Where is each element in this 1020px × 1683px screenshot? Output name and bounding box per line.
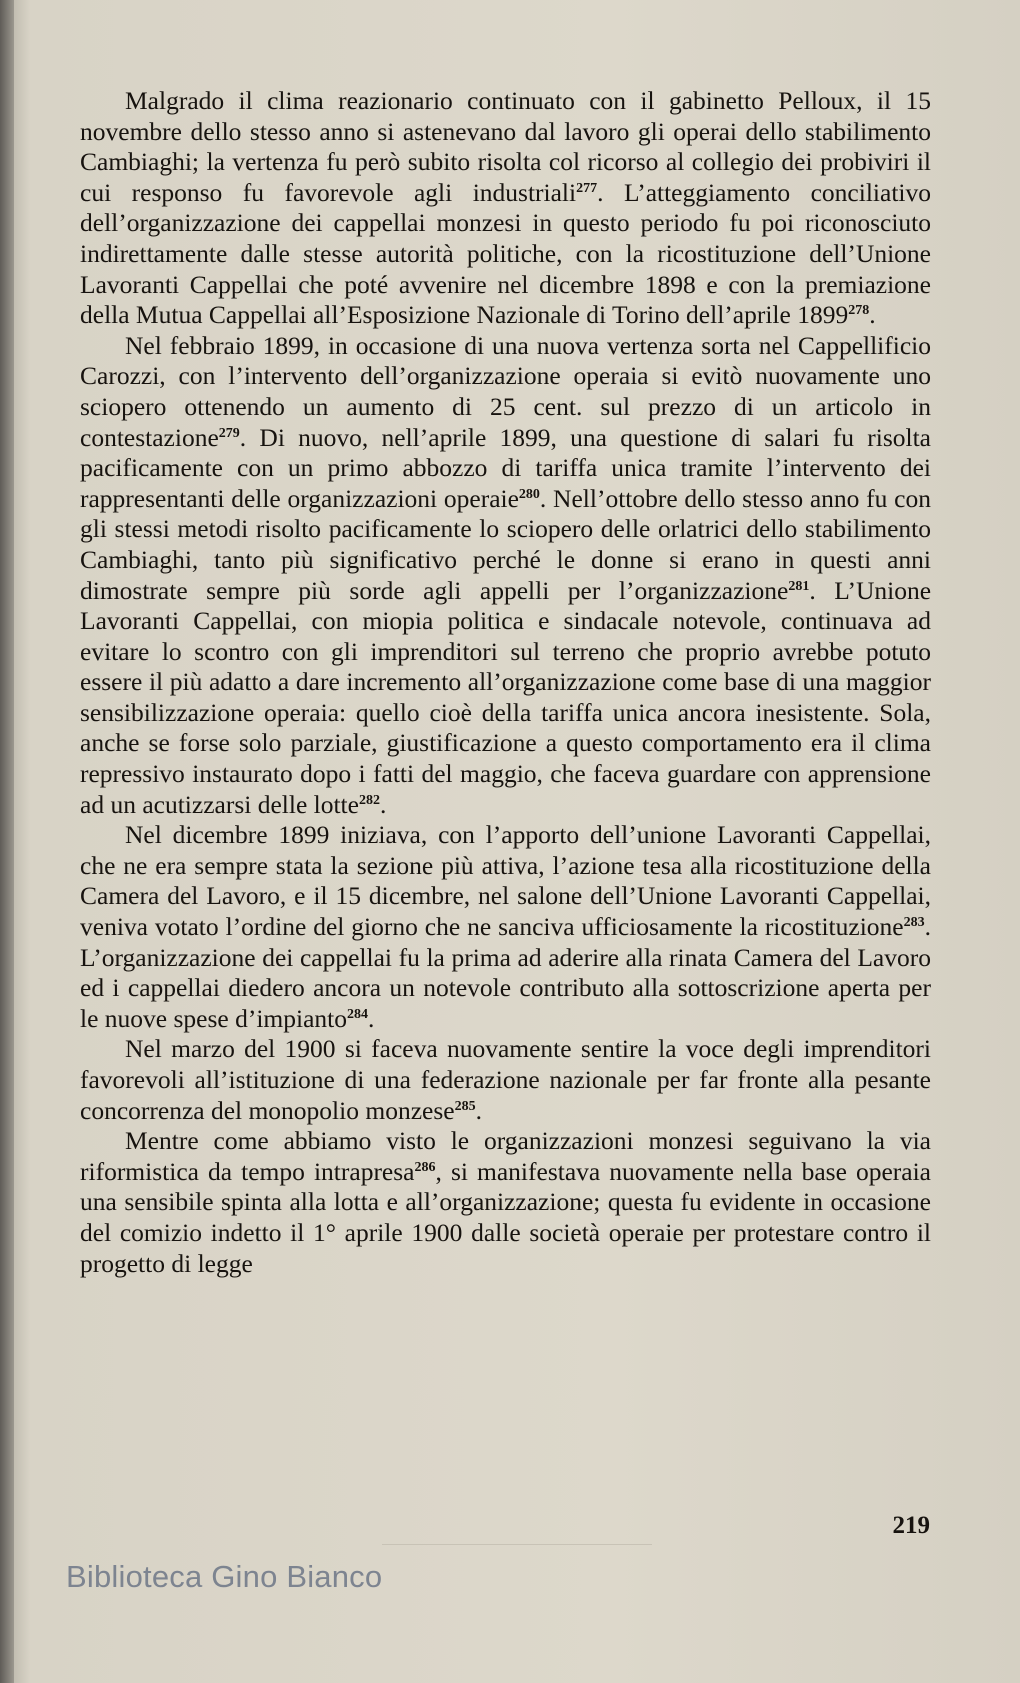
footnote-marker: 285 — [454, 1098, 476, 1114]
paragraph — [80, 86, 931, 331]
paragraph — [80, 820, 931, 1034]
footnote-marker: 281 — [788, 578, 810, 594]
text-run: . — [379, 789, 387, 819]
page-number: 219 — [892, 1512, 930, 1539]
text-run: . Di nuovo, nell’aprile 1899, una questione di salari fu risolta pacificamente con un primo abbozzo di tariffa unica tramite l’intervento dei rappresentanti delle organizzazioni operaie — [80, 422, 931, 513]
text-run: . L’atteggiamento conciliativo dell’organizzazione dei cappellai monzesi in questo periodo fu poi riconosciuto indirettamente dalle stesse autorità politiche, con la ricostituzione dell’Unione Lavoranti Cappellai che poté avvenire nel dicembre 1898 e con la premiazione della Mutua Cappellai all’Esposizione Nazionale di Torino dell’aprile 1899 — [80, 177, 931, 330]
text-run: Mentre come abbiamo visto le organizzazioni monzesi seguivano la via riformistica da tempo intrapresa — [80, 1126, 931, 1186]
footnote-marker: 280 — [518, 486, 540, 502]
body-text — [80, 86, 931, 1279]
footnote-marker: 284 — [346, 1006, 368, 1022]
footnote-marker: 286 — [414, 1159, 436, 1175]
footnote-marker: 283 — [903, 915, 925, 931]
footer-rule — [382, 1544, 652, 1545]
footnote-marker: 277 — [576, 180, 598, 196]
text-run: , si manifestava nuovamente nella base operaia una sensibile spinta alla lotta e all’organizzazione; questa fu evidente in occasione del comizio indetto il 1° aprile 1900 dalle società operaie per protestare contro il progetto di legge — [80, 1156, 931, 1278]
paragraph — [80, 331, 931, 821]
text-run: Malgrado il clima reazionario continuato con il gabinetto Pelloux, il 15 novembre dello stesso anno si astenevano dal lavoro gli operai dello stabilimento Cambiaghi; la vertenza fu però subito risolta col ricorso al collegio dei probiviri il cui responso fu favorevole agli industriali — [80, 86, 931, 207]
footnote-marker: 278 — [848, 303, 870, 319]
text-run: . — [367, 1003, 375, 1033]
footnote-marker: 279 — [218, 425, 240, 441]
paragraph — [80, 1126, 931, 1279]
text-run: . L’organizzazione dei cappellai fu la prima ad aderire alla rinata Camera del Lavoro ed i cappellai diedero ancora un notevole contributo alla sottoscrizione aperta per le nuove spese d’impianto — [80, 912, 931, 1033]
text-run: Nel dicembre 1899 iniziava, con l’apporto dell’unione Lavoranti Cappellai, che ne era sempre stata la sezione più attiva, l’azione tesa alla ricostituzione della Camera del Lavoro, e il 15 dicembre, nel salone dell’Unione Lavoranti Cappellai, veniva votato l’ordine del giorno che ne sanciva ufficiosamente la ricostituzione — [80, 820, 931, 942]
footnote-marker: 282 — [358, 792, 380, 808]
text-run: . L’Unione Lavoranti Cappellai, con miopia politica e sindacale notevole, continuava ad evitare lo scontro con gli imprenditori sul terreno che proprio avrebbe potuto essere il più adatto a dare incremento all’organizzazione come base di una maggior sensibilizzazione operaia: quello cioè della tariffa unica ancora inesistente. Sola, anche se forse solo parziale, giustificazione a questo comportamento era il clima repressivo instaurato dopo i fatti del maggio, che faceva guardare con apprensione ad un acutizzarsi delle lotte — [80, 575, 932, 819]
text-run: Nel febbraio 1899, in occasione di una nuova vertenza sorta nel Cappellificio Carozzi, con l’intervento dell’organizzazione operaia si evitò nuovamente uno sciopero ottenendo un aumento di 25 cent. sul prezzo di un articolo in contestazione — [80, 330, 931, 452]
text-run: . — [475, 1095, 482, 1125]
paragraph — [80, 1034, 931, 1126]
library-watermark: Biblioteca Gino Bianco — [66, 1559, 383, 1594]
book-spine-shadow — [0, 0, 14, 1683]
text-run: . Nell’ottobre dello stesso anno fu con gli stessi metodi risolto pacificamente lo sciopero delle orlatrici dello stabilimento Cambiaghi, tanto più significativo perché le donne si erano in questi anni dimostrate sempre più sorde agli appelli per l’organizzazione — [80, 483, 931, 605]
text-run: . — [869, 300, 876, 330]
text-run: Nel marzo del 1900 si faceva nuovamente sentire la voce degli imprenditori favorevoli all’istituzione di una federazione nazionale per far fronte alla pesante concorrenza del monopolio monzese — [80, 1034, 931, 1125]
